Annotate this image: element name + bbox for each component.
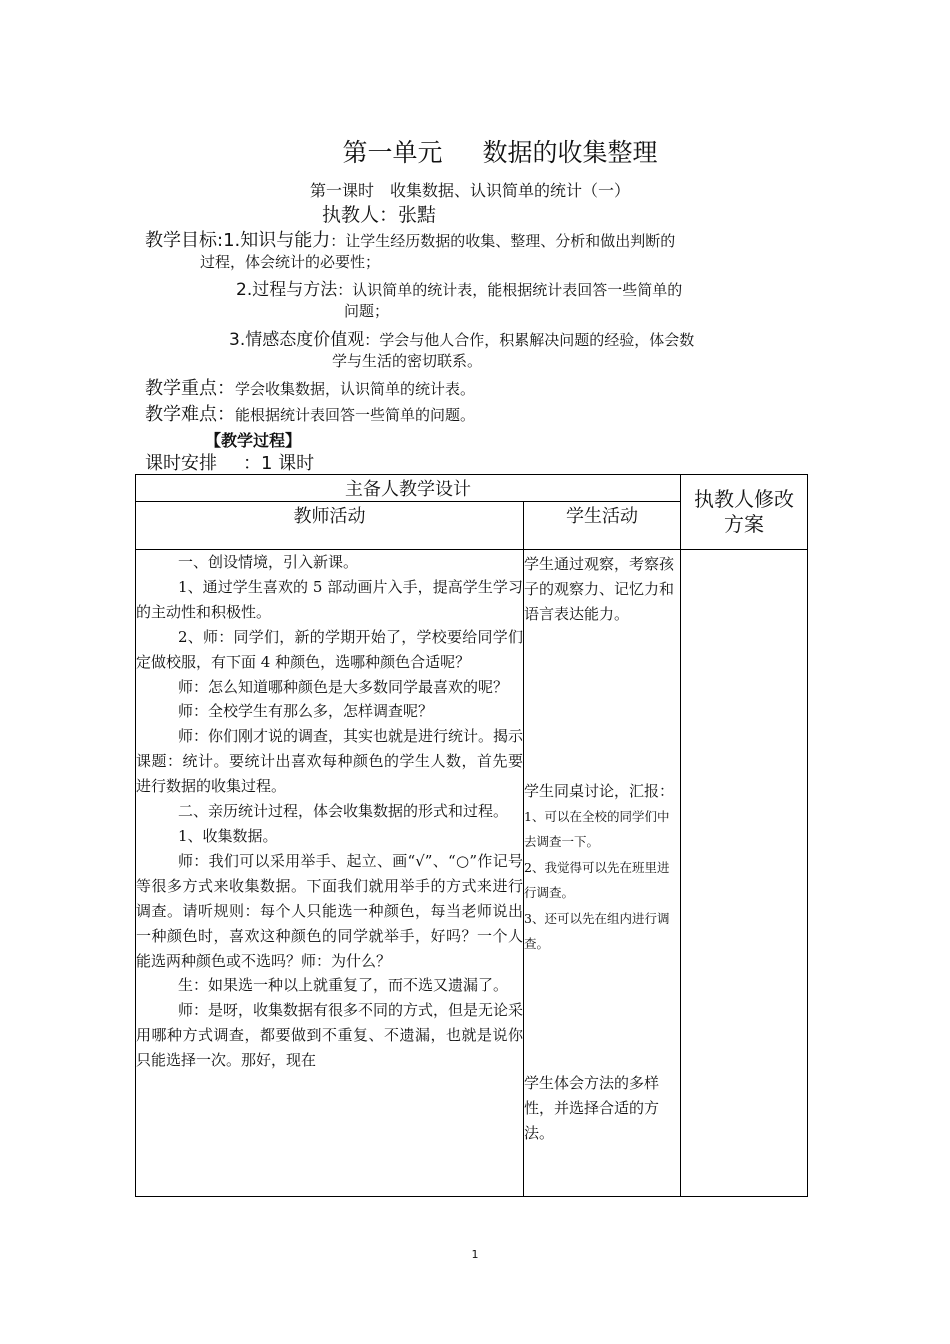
teacher-paragraph: 师：全校学生有那么多，怎样调查呢？ [178,702,434,721]
key-point-value: 学会收集数据，认识简单的统计表。 [235,380,476,398]
teacher-paragraph: 师：你们刚才说的调查，其实也就是进行统计。揭示课题：统计。要统计出喜欢每种颜色的学生人数，首先要进行数据的收集过程。 [136,727,524,796]
goal3-line [229,325,694,352]
student-text: 学生体会方法的多样性，并选择合适的方法。 [524,1074,660,1142]
schedule-value: ：1 课时 [243,453,315,474]
teacher-paragraph: 二、亲历统计过程，体会收集数据的形式和过程。 [178,802,509,821]
teacher-activity-cell [136,550,524,1197]
goal2-line [236,275,682,302]
goal3-heading: 3.情感态度价值观 [229,330,365,350]
header-student-activity: 学生活动 [524,502,681,550]
process-heading: 【教学过程】 [205,431,302,450]
student-block-discuss [524,779,680,957]
teacher-paragraph: 生：如果选一种以上就重复了，而不选又遗漏了。 [178,976,509,995]
goal3-text-b: 学与生活的密切联系。 [332,352,483,370]
goal1-text-b: 过程，体会统计的必要性； [200,253,381,271]
title-unit: 第一单元 [342,138,443,167]
teacher-paragraph: 1、通过学生喜欢的 5 部动画片入手，提高学生学习的主动性和积极性。 [136,577,523,621]
student-item: 2、我觉得可以先在班里进行调查。 [524,859,670,901]
teacher-paragraph: 2、师：同学们，新的学期开始了，学校要给同学们定做校服，有下面 4 种颜色，选哪种颜色合适呢？ [136,627,523,671]
teacher-paragraph: 一、创设情境，引入新课。 [178,553,359,571]
goal1-text-a: ：让学生经历数据的收集、整理、分析和做出判断的 [330,232,676,250]
header-teacher-activity: 教师活动 [136,502,524,550]
goal2-heading: 2.过程与方法 [236,280,338,300]
schedule-label: 课时安排 [145,453,217,474]
goal2-text-b: 问题； [344,302,390,320]
author-line: 执教人：张黠 [322,204,437,226]
student-text: 学生通过观察，考察孩子的观察力、记忆力和语言表达能力。 [524,555,675,623]
goals-label-text: 教学目标: [145,230,224,251]
student-block-methods [524,1071,680,1146]
teacher-paragraph: 师：怎么知道哪种颜色是大多数同学最喜欢的呢？ [178,677,509,696]
goal2-text-a: ：认识简单的统计表，能根据统计表回答一些简单的 [337,281,683,299]
lesson-subtitle: 第一课时 收集数据、认识简单的统计（一） [309,181,630,200]
student-item: 3、还可以先在组内进行调查。 [524,910,670,952]
header-main-design: 主备人教学设计 [136,475,681,502]
key-point [145,374,475,400]
lesson-plan-table [135,474,808,1197]
key-point-label: 教学重点： [145,378,235,399]
difficulty [145,400,475,426]
teacher-paragraph: 师：是呀，收集数据有很多不同的方式，但是无论采用哪种方式调查，都要做到不重复、不遗漏，也就是说你只能选择一次。那好，现在 [136,1001,524,1070]
goal3-text-a: ：学会与他人合作，积累解决问题的经验，体会数 [364,331,695,349]
student-activity-cell [524,550,681,1197]
goal1-heading: 1.知识与能力 [223,230,331,251]
goals-label [145,226,675,253]
difficulty-label: 教学难点： [145,404,235,425]
title-topic: 数据的收集整理 [482,138,658,167]
modify-plan-cell [681,550,808,1197]
student-text: 学生同桌讨论，汇报： [524,782,675,800]
student-block-observe [524,552,680,627]
page-title [0,133,950,169]
schedule-line [145,449,314,475]
difficulty-value: 能根据统计表回答一些简单的问题。 [235,406,476,424]
student-item: 1、可以在全校的同学们中去调查一下。 [524,808,670,850]
header-modify-plan: 执教人修改方案 [681,475,808,550]
teacher-paragraph: 师：我们可以采用举手、起立、画“√”、“○”作记号等很多方式来收集数据。下面我们就用举手的方式来进行调查。请听规则：每个人只能选一种颜色，每当老师说出一种颜色时，喜欢这种颜色的同学就举手，好吗？一个人能选两种颜色或不选吗？师：为什么？ [136,851,523,970]
page-number: 1 [471,1248,479,1261]
teacher-paragraph: 1、收集数据。 [178,826,278,845]
